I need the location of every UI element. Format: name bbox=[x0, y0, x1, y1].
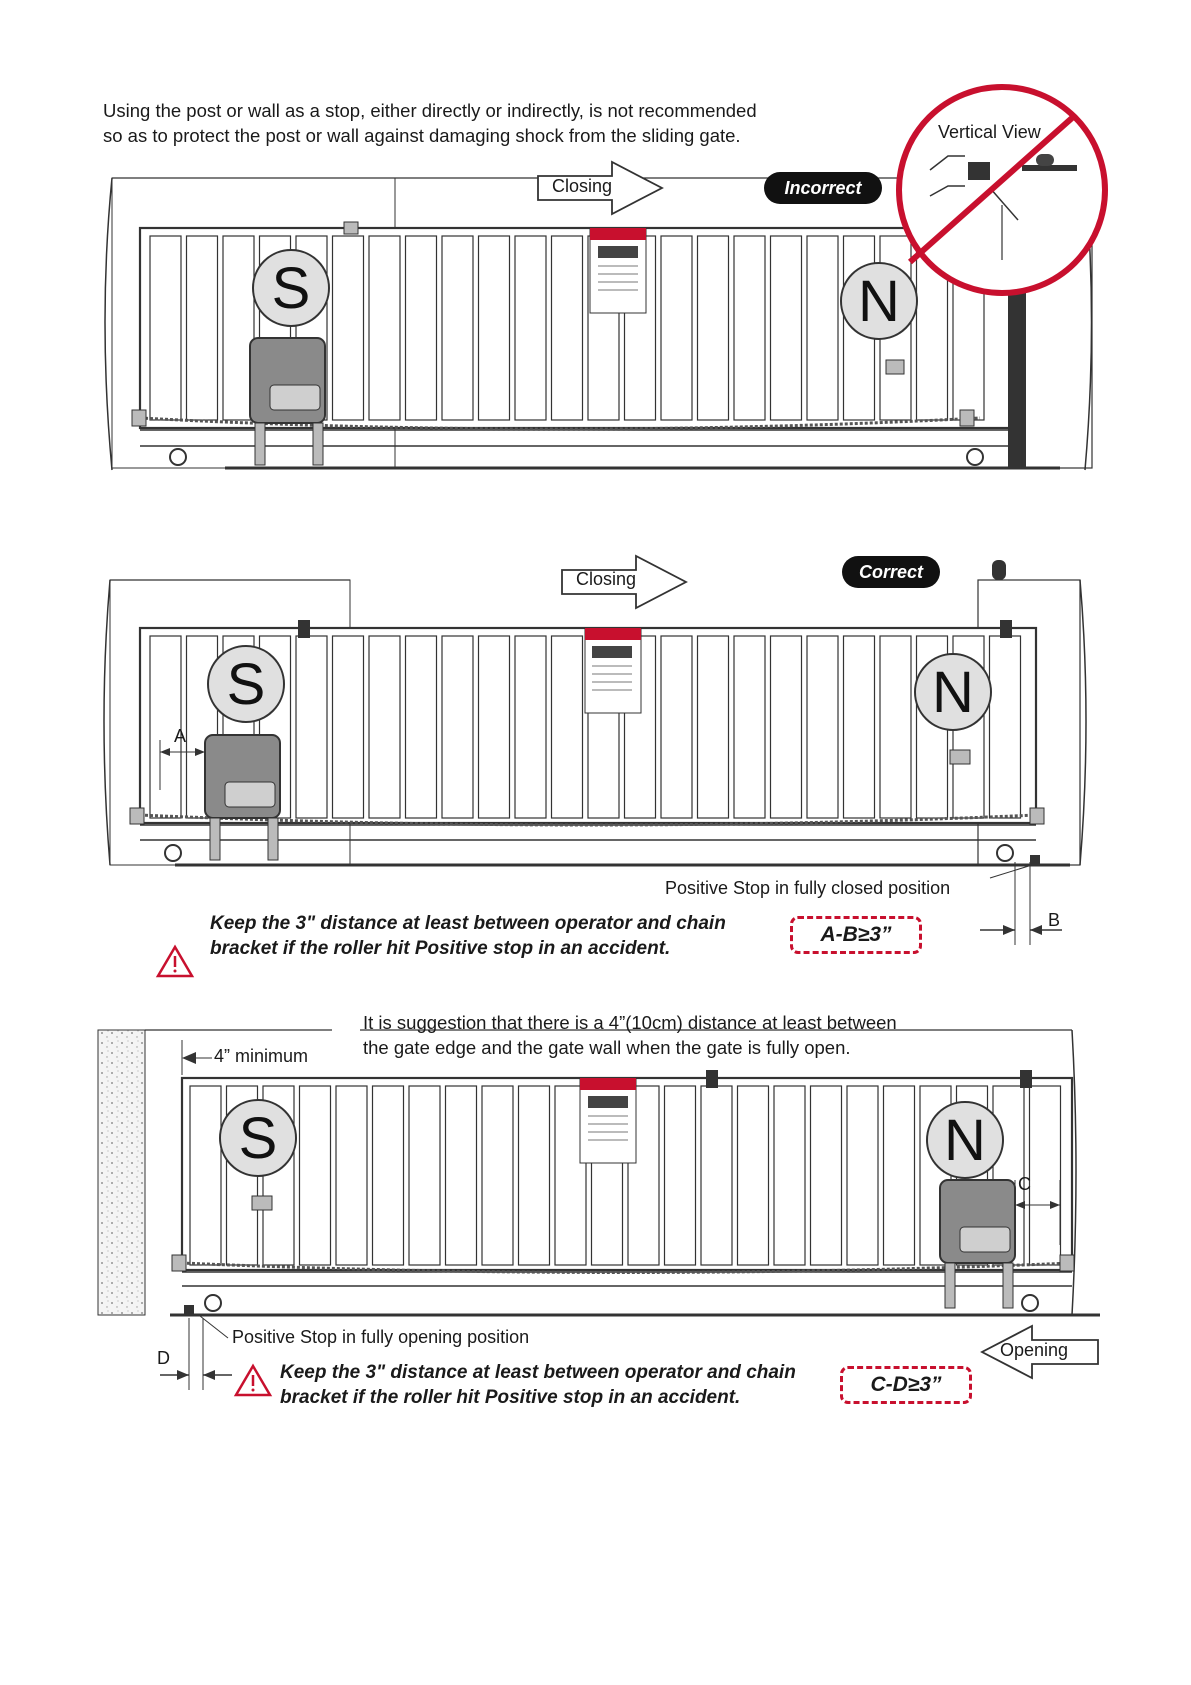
panel3-note-line2: the gate edge and the gate wall when the gate is fully open. bbox=[363, 1037, 851, 1058]
panel2-warning-line2: bracket if the roller hit Positive stop in an accident. bbox=[210, 938, 671, 959]
panel3-warning-line2: bracket if the roller hit Positive stop in an accident. bbox=[280, 1387, 741, 1408]
panel1-s-letter: S bbox=[271, 256, 311, 321]
panel3-warning bbox=[280, 1360, 796, 1410]
panel1-n-letter: N bbox=[858, 269, 900, 334]
panel3-formula: C-D≥3” bbox=[840, 1366, 972, 1404]
panel3-positive-stop-label: Positive Stop in fully opening position bbox=[232, 1327, 530, 1347]
panel1-note-line1: Using the post or wall as a stop, either directly or indirectly, is not recommended bbox=[103, 100, 757, 121]
panel3-warning-line1: Keep the 3" distance at least between operator and chain bbox=[280, 1362, 796, 1383]
panel3-note bbox=[363, 1010, 897, 1060]
panel1-note-line2: so as to protect the post or wall against damaging shock from the sliding gate. bbox=[103, 125, 741, 146]
panel3-note-line1: It is suggestion that there is a 4”(10cm) distance at least between bbox=[363, 1012, 897, 1033]
panel3-dim-c-label: C bbox=[1018, 1174, 1031, 1194]
panel3-s-letter: S bbox=[238, 1106, 278, 1171]
panel3-minimum-label: 4” minimum bbox=[214, 1046, 309, 1066]
panel2-n-letter: N bbox=[932, 660, 974, 725]
panel2-warning bbox=[210, 911, 726, 961]
panel1-incorrect-badge: Incorrect bbox=[764, 172, 882, 204]
panel1-note bbox=[103, 98, 757, 148]
panel3-operator bbox=[940, 1180, 1015, 1308]
panel2-closing-label: Closing bbox=[576, 569, 637, 589]
panel2-dim-b-label: B bbox=[1048, 910, 1061, 930]
panel2-formula: A-B≥3” bbox=[790, 916, 922, 954]
panel2-s-letter: S bbox=[226, 652, 266, 717]
panel3-opening-label: Opening bbox=[1000, 1340, 1069, 1360]
panel2-positive-stop-label: Positive Stop in fully closed position bbox=[665, 878, 951, 898]
panel2-dim-a-label: A bbox=[174, 726, 187, 746]
panel3-n-letter: N bbox=[944, 1108, 986, 1173]
panel2-warning-line1: Keep the 3" distance at least between operator and chain bbox=[210, 913, 726, 934]
panel1-closing-label: Closing bbox=[552, 176, 613, 196]
panel1-vertical-view-label: Vertical View bbox=[938, 122, 1041, 142]
panel2-operator bbox=[205, 735, 280, 860]
panel2-correct-badge: Correct bbox=[842, 556, 940, 588]
panel3-dim-d-label: D bbox=[157, 1348, 170, 1368]
